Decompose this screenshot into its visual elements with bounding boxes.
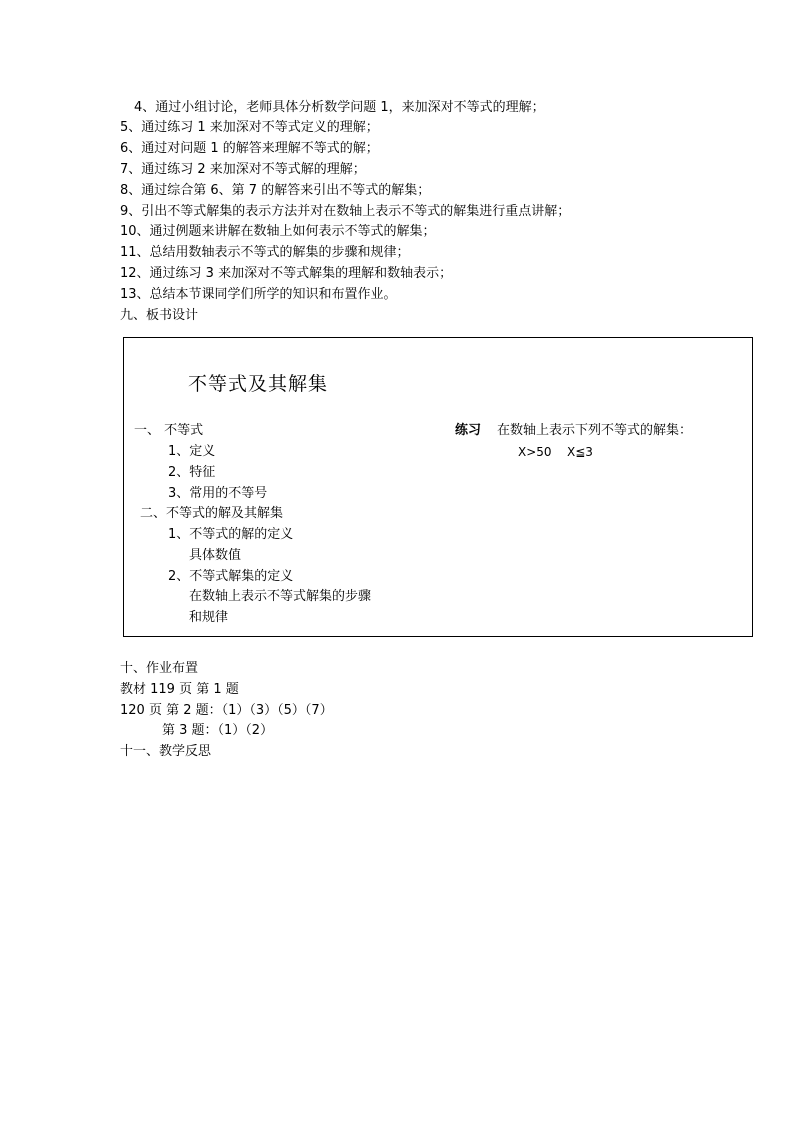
exercise-item-1: X>50 <box>518 445 552 459</box>
step-item-10: 10、通过例题来讲解在数轴上如何表示不等式的解集； <box>120 224 436 239</box>
board-part1-item-2: 2、特征 <box>168 465 216 480</box>
section-heading-board-design: 九、板书设计 <box>120 308 199 323</box>
homework-line-1: 教材 119 页 第 1 题 <box>120 682 239 697</box>
step-item-9: 9、引出不等式解集的表示方法并对在数轴上表示不等式的解集进行重点讲解； <box>120 204 571 219</box>
blackboard-design-box <box>123 337 753 637</box>
section-heading-homework: 十、作业布置 <box>120 661 199 676</box>
board-part2-item-2: 2、不等式解集的定义 <box>168 569 294 584</box>
board-title: 不等式及其解集 <box>188 373 329 395</box>
board-part1-heading: 一、 不等式 <box>134 423 204 438</box>
step-item-12: 12、通过练习 3 来加深对不等式解集的理解和数轴表示； <box>120 266 453 281</box>
exercise-item-2: X≦3 <box>567 445 593 459</box>
board-part2-item-1: 1、不等式的解的定义 <box>168 527 294 542</box>
exercise-instruction: 在数轴上表示下列不等式的解集： <box>497 423 693 438</box>
board-part2-item-2-sub-1: 在数轴上表示不等式解集的步骤 <box>189 589 372 604</box>
step-item-13: 13、总结本节课同学们所学的知识和布置作业。 <box>120 287 397 302</box>
board-part2-item-2-sub-2: 和规律 <box>189 610 229 625</box>
step-item-8: 8、通过综合第 6、第 7 的解答来引出不等式的解集； <box>120 183 431 198</box>
section-heading-reflection: 十一、教学反思 <box>120 744 212 759</box>
step-item-5: 5、通过练习 1 来加深对不等式定义的理解； <box>120 120 379 135</box>
step-item-6: 6、通过对问题 1 的解答来理解不等式的解； <box>120 141 379 156</box>
board-part1-item-3: 3、常用的不等号 <box>168 486 268 501</box>
board-part1-item-1: 1、定义 <box>168 444 216 459</box>
step-item-7: 7、通过练习 2 来加深对不等式解的理解； <box>120 162 366 177</box>
step-item-4: 4、通过小组讨论，老师具体分析数学问题 1，来加深对不等式的理解； <box>134 100 545 115</box>
board-part2-item-1-sub: 具体数值 <box>189 548 242 563</box>
exercise-label: 练习 <box>455 423 482 438</box>
homework-line-2: 120 页 第 2 题：（1）（3）（5）（7） <box>120 703 333 718</box>
board-part2-heading: 二、不等式的解及其解集 <box>140 506 284 521</box>
step-item-11: 11、总结用数轴表示不等式的解集的步骤和规律； <box>120 245 410 260</box>
homework-line-3: 第 3 题：（1）（2） <box>162 723 274 738</box>
